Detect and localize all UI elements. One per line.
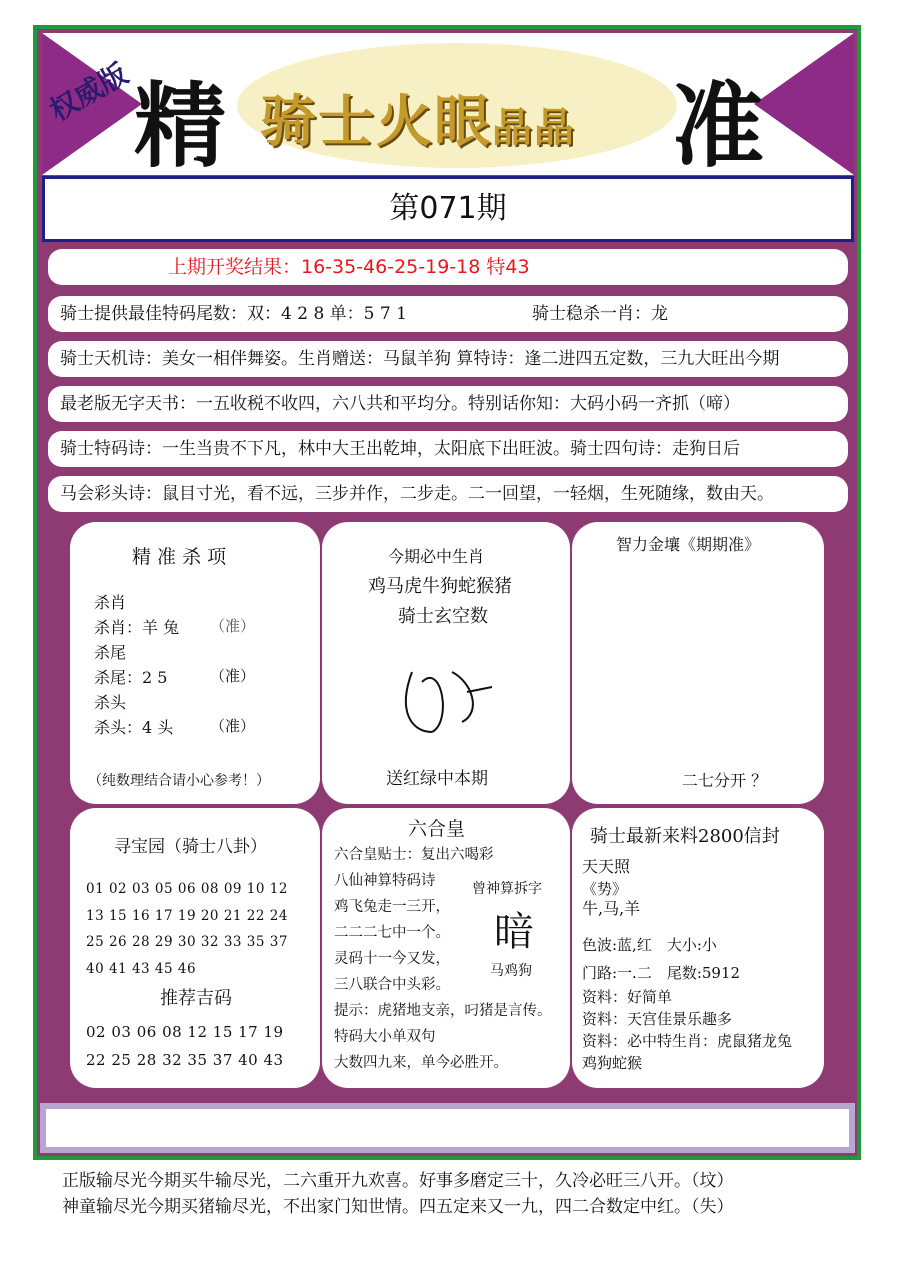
card-liuhe-huang (322, 808, 570, 1088)
liuhe-poem-title: 八仙神算特码诗 (334, 873, 436, 889)
last-result-text: 上期开奖结果：16-35-46-25-19-18 特43 (168, 256, 530, 278)
info-row-poem (48, 341, 848, 377)
treasure-card-title: 寻宝园（骑士八卦） (114, 837, 267, 857)
logo-title-main: 骑士火眼 (260, 89, 492, 155)
card-title: 精 准 杀 项 (132, 546, 227, 568)
kill-tail-note: （准） (210, 667, 256, 685)
footer-line: 正版输尽光今期买牛输尽光，二六重开九欢喜。好事多磨定三十，久冷必旺三八开。（坟） (62, 1171, 734, 1191)
zodiac-card-footer: 送红绿中本期 (386, 769, 488, 789)
title-char-right: 准 (672, 72, 765, 175)
authority-badge: 权威版 (44, 57, 134, 128)
footer-line: 神童输尽光今期买猪输尽光，不出家门知世情。四五定来又一九，四二合数定中红。（失） (62, 1197, 734, 1217)
kill-disclaimer: （纯数理结合请小心参考！） (88, 773, 270, 789)
character-split-zodiacs: 马鸡狗 (490, 963, 532, 979)
kill-head-note: （准） (210, 717, 256, 735)
liuhe-poem-line: 二二二七中一个。 (334, 925, 450, 941)
wisdom-card-title: 智力金壤《期期准》 (616, 535, 761, 554)
liuhe-tip: 六合皇贴士：复出六喝彩 (334, 847, 494, 863)
card-precise-kill (70, 522, 320, 804)
latest-info: 鸡狗蛇猴 (582, 1054, 643, 1072)
bottom-bar-inner (46, 1109, 849, 1147)
treasure-grid-row: 40 41 43 45 46 (86, 960, 197, 977)
card-treasure-garden (70, 808, 320, 1088)
kill-zodiac-note: （准） (210, 617, 256, 635)
treasure-number-grid (86, 876, 288, 982)
kill-zodiac-value: 杀肖：羊 兔 (94, 618, 180, 637)
liuhe-poem-line: 鸡飞兔走一三开， (334, 899, 450, 915)
kill-tail-value: 杀尾：2 5 (94, 668, 168, 687)
special-poem-text: 骑士特码诗：一生当贵不下凡，林中大王出乾坤，太阳底下出旺波。骑士四句诗：走狗日后 (60, 439, 740, 459)
poem-text: 骑士天机诗：美女一相伴舞姿。生肖赠送：马鼠羊狗 算特诗：逢二进四五定数，三九大旺出今期 (60, 349, 780, 369)
treasure-grid-row: 25 26 28 29 30 32 33 35 37 (86, 934, 288, 950)
kill-head-value: 杀头：4 头 (94, 718, 174, 737)
recommended-row: 22 25 28 32 35 37 40 43 (86, 1051, 284, 1069)
right-triangle-decoration (754, 33, 854, 175)
latest-zodiacs: 牛,马,羊 (582, 899, 641, 918)
liuhe-hint: 提示：虎猪地支亲，叼猪是言传。 (334, 1003, 552, 1019)
kill-zodiac-text: 骑士稳杀一肖：龙 (532, 304, 668, 324)
treasure-grid-row: 01 02 03 05 06 08 09 10 12 (86, 881, 288, 897)
liuhe-size-title: 特码大小单双句 (334, 1029, 436, 1045)
recommended-row: 02 03 06 08 12 15 17 19 (86, 1023, 284, 1041)
zodiac-card-title: 今期必中生肖 (388, 547, 485, 566)
liuhe-poem-line: 灵码十一今又发， (334, 951, 450, 967)
card-must-win-zodiac (322, 522, 570, 804)
info-row-tail-numbers (48, 296, 848, 332)
handwritten-signature-icon (392, 652, 502, 742)
zodiac-sub-title: 骑士玄空数 (398, 606, 488, 627)
recommended-number-grid (86, 1018, 284, 1074)
latest-info: 资料：天宫佳景乐趣多 (582, 1010, 733, 1028)
latest-line: 天天照 (582, 857, 631, 876)
book-text: 最老版无字天书：一五收税不收四，六八共和平均分。特别话你知：大码小码一齐抓（啼） (60, 394, 740, 414)
lucky-poem-text: 马会彩头诗：鼠目寸光，看不远，三步并作，二步走。二一回望，一轻烟，生死随缘，数由天。 (60, 484, 774, 504)
latest-line: 《势》 (582, 880, 628, 898)
wisdom-card-footer: 二七分开 ？ (682, 771, 768, 790)
title-char-left: 精 (134, 72, 227, 175)
liuhe-size-line: 大数四九来，单今必胜开。 (334, 1055, 508, 1071)
last-result-row (48, 249, 848, 285)
latest-card-title: 骑士最新来料2800信封 (590, 826, 780, 847)
zodiac-animals: 鸡马虎牛狗蛇猴猪 (368, 576, 512, 597)
liuhe-poem-line: 三八联合中头彩。 (334, 977, 450, 993)
latest-color-size: 色波:蓝,红 大小:小 (582, 936, 717, 954)
latest-info: 资料：好简单 (582, 988, 673, 1006)
tail-numbers-text: 骑士提供最佳特码尾数：双：4 2 8 单：5 7 1 (60, 304, 407, 324)
card-latest-envelope (572, 808, 824, 1088)
kill-label-head: 杀头 (94, 693, 127, 712)
info-row-lucky-poem (48, 476, 848, 512)
treasure-grid-row: 13 15 16 17 19 20 21 22 24 (86, 907, 288, 924)
logo-title-sub: 晶晶 (492, 104, 576, 151)
latest-info: 资料：必中特生肖：虎鼠猪龙兔 (582, 1032, 793, 1050)
issue-number: 第071期 (389, 191, 507, 226)
liuhe-card-title: 六合皇 (408, 818, 466, 840)
character-split-char: 暗 (494, 909, 534, 955)
kill-label-tail: 杀尾 (94, 643, 127, 662)
recommended-title: 推荐吉码 (160, 988, 232, 1009)
info-row-book (48, 386, 848, 422)
kill-label-zodiac: 杀肖 (94, 593, 127, 612)
character-split-title: 曾神算拆字 (472, 881, 542, 897)
issue-number-bar (42, 176, 854, 242)
header-banner (42, 33, 854, 175)
info-row-special-poem (48, 431, 848, 467)
latest-route-tail: 门路:一.二 尾数:5912 (582, 964, 741, 982)
logo-title (260, 78, 576, 158)
card-wisdom (572, 522, 824, 804)
